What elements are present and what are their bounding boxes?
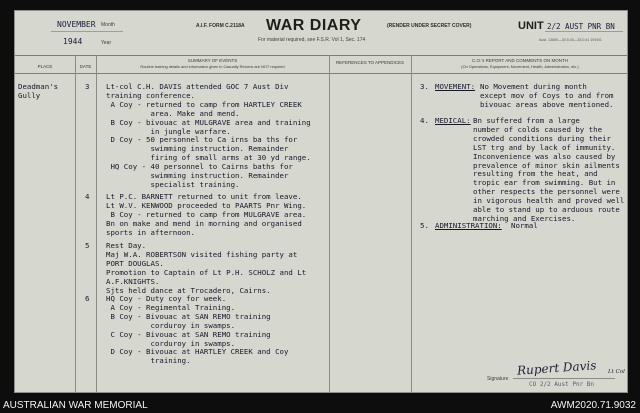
entry-text: Lt-col C.H. DAVIS attended GOC 7 Aust Div training conference. A Coy - returned to camp from HARTLEY CREEK area. Make and mend. B Coy - bivouac at MULGRAVE area and training in jungle warfare. D Coy - 50 personnel to Ca irns ba ths for swimming instruction. Remainder firing of small arms at 30 yd range. HQ Coy - 40 personnel to Cairns baths for swimming instruction. Remainder specialist training. — [106, 82, 311, 189]
report-heading: MEDICAL: — [435, 116, 471, 125]
instructions-note: For material required, see F.S.R. Vol 1, Sec. 174 — [258, 37, 366, 43]
entry-text: Lt P.C. BARNETT returned to unit from leave. Lt W.V. KENWOOD proceeded to PAARTS Pnr Wing. B Coy - returned to camp from MULGRAVE area. Bn on make and mend in morning and organised sports in afternoon. — [106, 192, 307, 237]
report-number: 5. — [420, 221, 429, 230]
entry-text: HQ Coy - Duty coy for week. A Coy - Regimental Training. B Coy - Bivouac at SAN REMO training corduroy in swamps. C Coy - Bivouac at SAN REMO training corduroy in swamps. D Coy - Bivouac at HARTLEY CREEK and Coy training. — [106, 294, 289, 366]
col-head-co-note: (On Operations, Equipment, Movement, Health, Administration, etc.) — [461, 64, 579, 69]
report-text: Normal — [511, 221, 538, 230]
month-value: NOVEMBER — [57, 20, 96, 29]
report-number: 4. — [420, 116, 429, 125]
table-top-rule — [15, 55, 628, 56]
signature-stamp: CO 2/2 Aust Pnr Bn — [529, 381, 595, 388]
footer-credit: AUSTRALIAN WAR MEMORIAL — [3, 400, 148, 411]
report-text: Bn suffered from a large number of colds caused by the crowded conditions during their LST trg and by lack of immunity. Inconvenience was also caused by prevalence of minor skin ailments resulting from the heat, and tropic ear from swimming. But in other respects the personnel were in vigorous health and proved well able to stand up to arduous route marching and Exercises. — [473, 116, 625, 223]
col-divider-date — [96, 55, 97, 393]
diary-page — [14, 10, 628, 393]
col-head-place: PLACE — [37, 64, 53, 69]
signature: Rupert Davis — [516, 358, 597, 378]
col-head-summary: SUMMARY OF EVENTS — [187, 58, 238, 63]
cover-note: (RENDER UNDER SECRET COVER) — [387, 23, 472, 29]
print-ref: Aust. 13800—30.5.43—35,0.41 1919/2. — [539, 38, 603, 42]
unit-rule — [545, 31, 623, 32]
signature-rank: Lt Col — [608, 369, 625, 375]
col-head-refs: REFERENCES TO APPENDICES — [335, 60, 405, 65]
year-value: 1944 — [63, 37, 83, 46]
report-heading: MOVEMENT: — [435, 82, 476, 91]
month-label: Month — [101, 22, 115, 28]
signature-label: Signature — [487, 376, 509, 382]
entry-date: 4 — [85, 192, 90, 201]
col-head-summary-note: Routine training details and information given in Casualty Returns are NOT required — [140, 64, 285, 69]
form-ref: A.I.F. FORM C.2118A — [196, 23, 245, 29]
month-rule — [51, 31, 123, 32]
footer-accession: AWM2020.71.9032 — [550, 400, 636, 411]
unit-value: 2/2 AUST PNR BN — [547, 22, 615, 31]
unit-label: UNIT — [518, 20, 544, 32]
place-text: Deadman's Gully — [18, 82, 59, 100]
col-head-co: C.O.'s REPORT AND COMMENTS ON MONTH — [472, 58, 568, 63]
diary-title: WAR DIARY — [266, 17, 362, 34]
entry-date: 5 — [85, 241, 90, 250]
col-divider-summary — [329, 55, 330, 393]
entry-date: 3 — [85, 82, 90, 91]
entry-text: Rest Day. Maj W.A. ROBERTSON visited fishing party at PORT DOUGLAS. Promotion to Captain of Lt P.H. SCHOLZ and Lt A.F.KNIGHTS. Sjts held dance at Trocadero, Cairns. — [106, 241, 307, 295]
report-text: No Movement during month except mov of Coys to and from bivouac areas above mentioned. — [480, 82, 614, 109]
signature-rule — [513, 378, 615, 379]
report-number: 3. — [420, 82, 429, 91]
entry-date: 6 — [85, 294, 90, 303]
year-label: Year — [101, 40, 112, 46]
col-divider-refs — [411, 55, 412, 393]
col-head-date: DATE — [79, 64, 92, 69]
report-heading: ADMINISTRATION: — [435, 221, 502, 230]
table-head-rule — [15, 73, 628, 74]
col-divider-place — [75, 55, 76, 393]
